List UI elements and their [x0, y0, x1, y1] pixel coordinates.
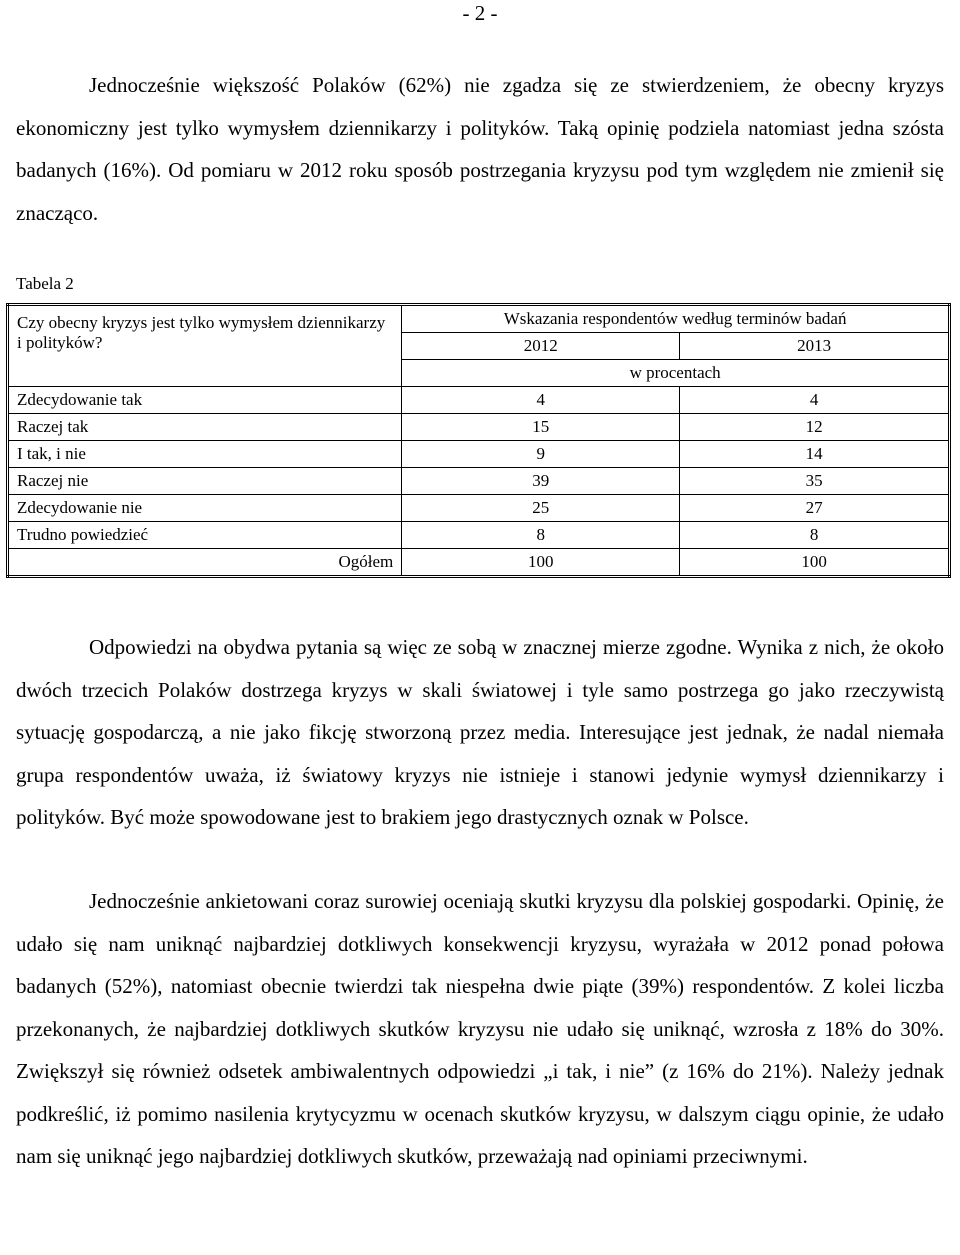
page-number: - 2 -	[462, 1, 498, 25]
total-label: Ogółem	[338, 552, 394, 571]
paragraph-effects	[16, 880, 944, 1178]
col-header-2012: 2012	[402, 333, 680, 360]
row-label: I tak, i nie	[8, 441, 402, 468]
unit-header: w procentach	[402, 360, 950, 387]
row-label: Trudno powiedzieć	[8, 522, 402, 549]
row-label: Zdecydowanie nie	[8, 495, 402, 522]
table-row	[8, 441, 950, 468]
paragraph-effects-text: Jednocześnie ankietowani coraz surowiej oceniają skutki kryzysu dla polskiej gospodarki. Opinię, że udało się nam uniknąć najbardziej dotkliwych konsekwencji kryzysu, wyrażała w 2012 ponad połowa badanych (52%), natomiast obecnie twierdzi tak niespełna dwie piąte (39%) respondentów. Z kolei liczba przekonanych, że najbardziej dotkliwych skutków kryzysu nie udało się uniknąć, wzrosła z 18% do 30%. Zwiększył się również odsetek ambiwalentnych odpowiedzi „i tak, i nie” (z 16% do 21%). Należy jednak podkreślić, iż pomimo nasilenia krytycyzmu w ocenach skutków kryzysu, w dalszym ciągu opinie, że udało nam się uniknąć jego najbardziej dotkliwych skutków, przeważają nad opiniami przeciwnymi.	[16, 889, 944, 1168]
cell-2013: 14	[680, 441, 950, 468]
table-row	[8, 414, 950, 441]
table-total-row	[8, 549, 950, 577]
cell-2012: 9	[402, 441, 680, 468]
table-row	[8, 522, 950, 549]
cell-2013: 4	[680, 387, 950, 414]
cell-2012: 8	[402, 522, 680, 549]
table-row	[8, 387, 950, 414]
cell-2012: 4	[402, 387, 680, 414]
data-table	[6, 303, 951, 578]
group-header: Wskazania respondentów według terminów badań	[402, 305, 950, 333]
question-cell-spacer	[8, 360, 402, 387]
cell-2013: 27	[680, 495, 950, 522]
cell-2013: 12	[680, 414, 950, 441]
total-2013: 100	[680, 549, 950, 577]
table-title: Tabela 2	[16, 274, 74, 293]
col-header-2013: 2013	[680, 333, 950, 360]
cell-2012: 39	[402, 468, 680, 495]
row-label: Zdecydowanie tak	[8, 387, 402, 414]
row-label: Raczej nie	[8, 468, 402, 495]
paragraph-summary	[16, 626, 944, 839]
table-row	[8, 468, 950, 495]
cell-2012: 25	[402, 495, 680, 522]
total-2012: 100	[402, 549, 680, 577]
cell-2013: 35	[680, 468, 950, 495]
paragraph-intro	[16, 64, 944, 234]
row-label: Raczej tak	[8, 414, 402, 441]
paragraph-summary-text: Odpowiedzi na obydwa pytania są więc ze sobą w znacznej mierze zgodne. Wynika z nich, że około dwóch trzecich Polaków dostrzega kryzys w skali światowej i tyle samo postrzega go jako rzeczywistą sytuację gospodarczą, a nie jako fikcję stworzoną przez media. Interesujące jest jednak, że nadal niemała grupa respondentów uważa, iż światowy kryzys nie istnieje i stanowi jedynie wymysł dziennikarzy i polityków. Być może spowodowane jest to brakiem jego drastycznych oznak w Polsce.	[16, 635, 944, 829]
cell-2013: 8	[680, 522, 950, 549]
question-cell: Czy obecny kryzys jest tylko wymysłem dziennikarzy i polityków?	[17, 312, 386, 352]
table-row	[8, 495, 950, 522]
paragraph-intro-text: Jednocześnie większość Polaków (62%) nie zgadza się ze stwierdzeniem, że obecny kryzys ekonomiczny jest tylko wymysłem dziennikarzy i polityków. Taką opinię podziela natomiast jedna szósta badanych (16%). Od pomiaru w 2012 roku sposób postrzegania kryzysu pod tym względem nie zmienił się znacząco.	[16, 73, 944, 225]
cell-2012: 15	[402, 414, 680, 441]
